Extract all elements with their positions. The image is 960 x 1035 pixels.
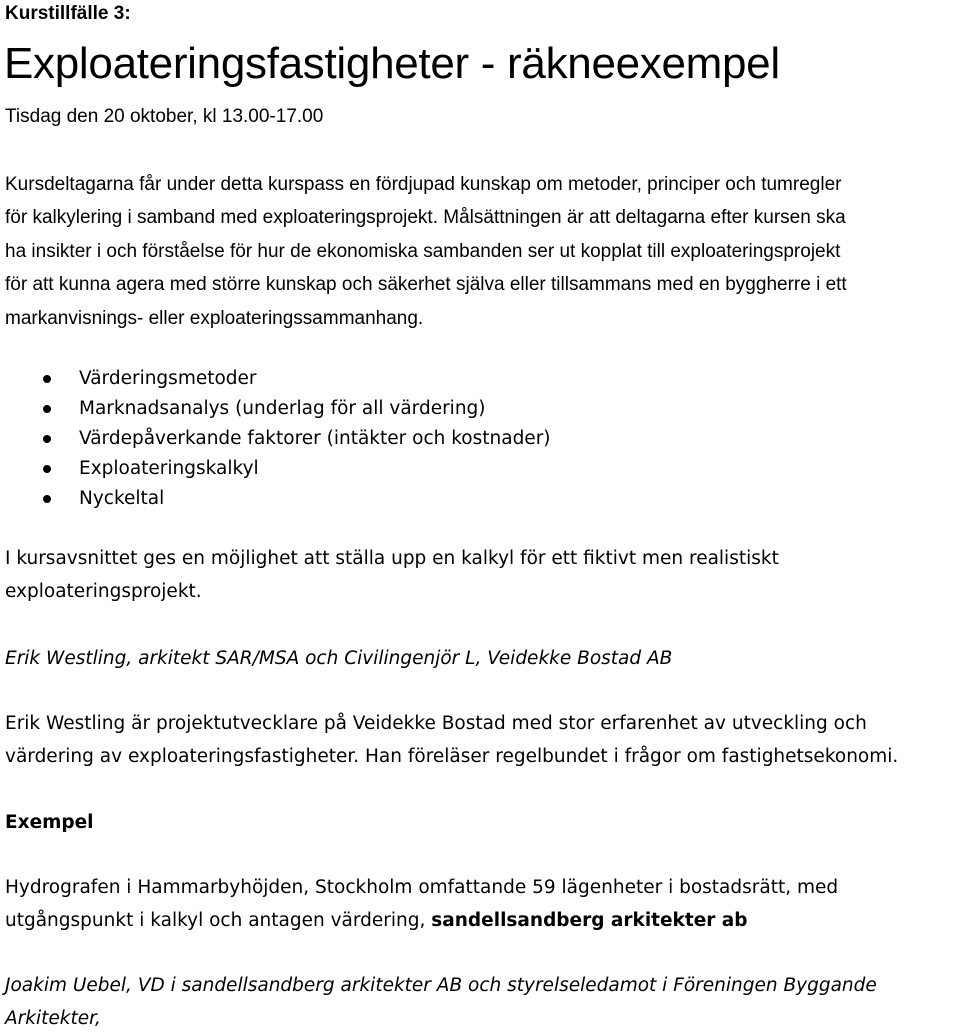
topic-item — [0, 394, 551, 424]
course-section-paragraph — [5, 542, 960, 608]
bullet-icon — [43, 495, 51, 503]
bullet-icon — [43, 405, 51, 413]
presenter-line: Arkitekter, — [5, 1008, 101, 1029]
speaker-name — [5, 642, 960, 675]
paragraph-line: exploateringsprojekt. — [5, 581, 202, 602]
topic-label: Marknadsanalys (underlag för all värdering) — [79, 398, 486, 419]
speaker-bio — [5, 707, 960, 773]
intro-line: markanvisnings- eller exploateringssammanhang. — [5, 307, 424, 329]
bullet-icon — [43, 375, 51, 383]
example-heading-text: Exempel — [5, 812, 94, 833]
speaker-name-text: Erik Westling, arkitekt SAR/MSA och Civilingenjör L, Veidekke Bostad AB — [5, 648, 673, 669]
intro-line: ha insikter i och förståelse för hur de ekonomiska sambanden ser ut kopplat till exploateringsprojekt — [5, 240, 841, 262]
bullet-icon — [43, 465, 51, 473]
example-line-text: utgångspunkt i kalkyl och antagen värdering, — [5, 910, 432, 931]
bio-line: värdering av exploateringsfastigheter. Han föreläser regelbundet i frågor om fastighetsekonomi. — [5, 746, 899, 767]
example-heading — [5, 806, 960, 839]
bio-line: Erik Westling är projektutvecklare på Veidekke Bostad med stor erfarenhet av utveckling och — [5, 713, 867, 734]
architect-firm-name: sandellsandberg arkitekter ab — [431, 910, 748, 931]
intro-line: Kursdeltagarna får under detta kurspass en fördjupad kunskap om metoder, principer och tumregler — [5, 174, 842, 195]
example-paragraph — [5, 871, 960, 937]
paragraph-line: I kursavsnittet ges en möjlighet att ställa upp en kalkyl för ett fiktivt men realistiskt — [5, 548, 779, 569]
presenter-line: Joakim Uebel, VD i sandellsandberg arkitekter AB och styrelseledamot i Föreningen Byggande — [5, 975, 877, 996]
topic-item — [0, 454, 551, 484]
topic-item — [0, 424, 551, 454]
intro-line: för kalkylering i samband med exploateringsprojekt. Målsättningen är att deltagarna efter kursen ska — [5, 207, 846, 229]
page-title: Exploateringsfastigheter - räkneexempel — [4, 39, 780, 88]
bullet-icon — [43, 435, 51, 443]
intro-line: för att kunna agera med större kunskap och säkerhet själva eller tillsammans med en byggherre i ett — [5, 274, 847, 296]
topic-label: Nyckeltal — [79, 488, 165, 509]
topic-label: Värdepåverkande faktorer (intäkter och kostnader) — [79, 428, 551, 449]
topic-item — [0, 484, 551, 514]
session-date: Tisdag den 20 oktober, kl 13.00-17.00 — [5, 106, 324, 127]
example-line: Hydrografen i Hammarbyhöjden, Stockholm omfattande 59 lägenheter i bostadsrätt, med — [5, 877, 839, 898]
presenter-paragraph — [5, 969, 960, 1035]
topic-list — [0, 364, 551, 514]
example-line — [5, 904, 960, 937]
topic-label: Värderingsmetoder — [79, 368, 257, 389]
topic-label: Exploateringskalkyl — [79, 458, 259, 479]
course-session-label: Kurstillfälle 3: — [5, 3, 131, 24]
topic-item — [0, 364, 551, 394]
intro-paragraph — [5, 168, 960, 335]
